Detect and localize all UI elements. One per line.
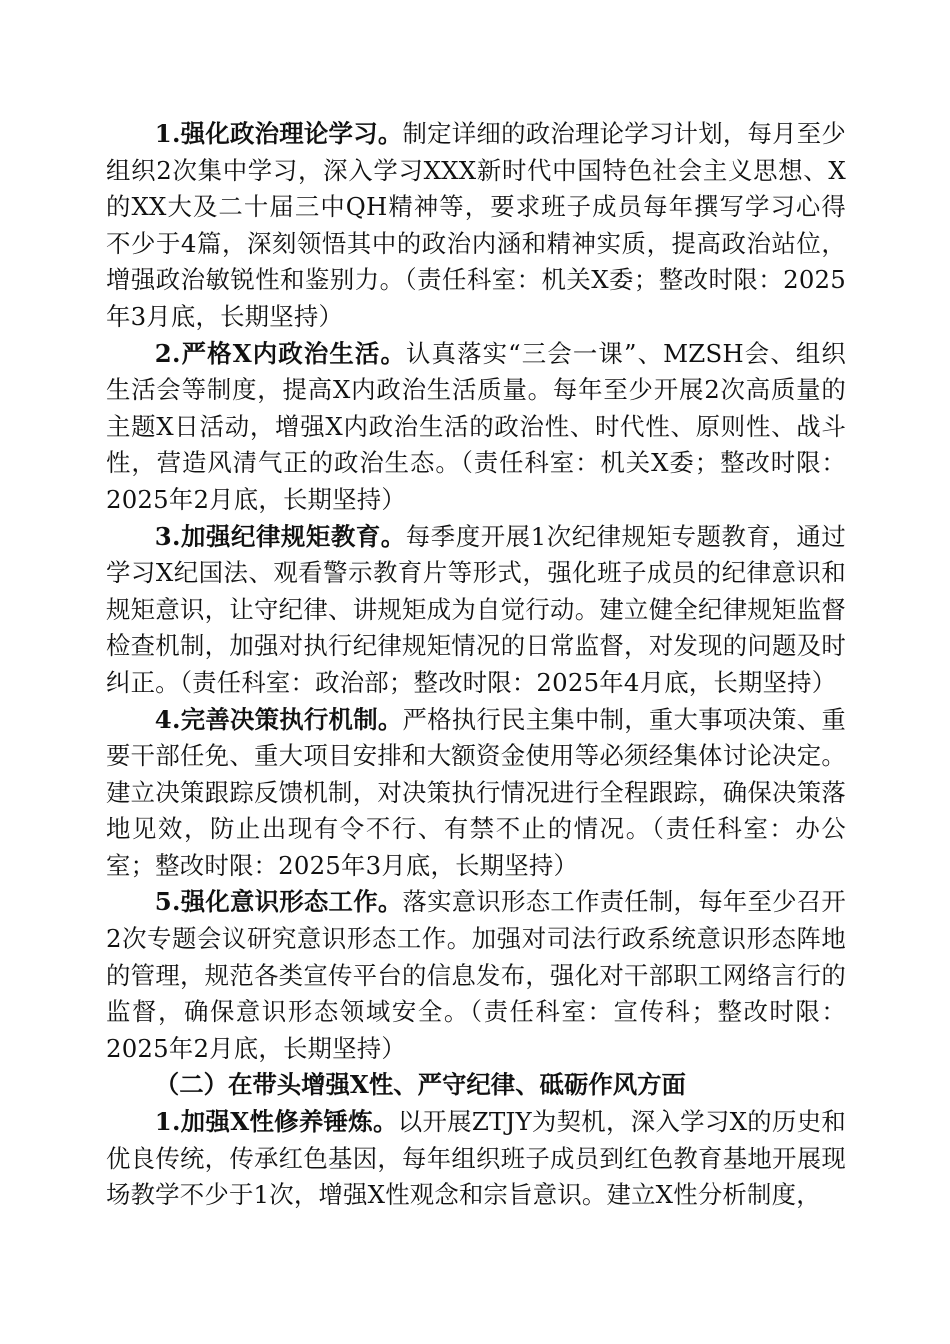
paragraph-text: 制定详细的政治理论学习计划，每月至少组织2次集中学习，深入学习XXX新时代中国特色社会主义思想、X的XX大及二十届三中QH精神等，要求班子成员每年撰写学习心得不少于4篇，深刻领悟其中的政治内涵和精神实质，提高政治站位，增强政治敏锐性和鉴别力。（责任科室：机关X委；整改时限：2025年3月底，长期坚持） xyxy=(106,119,846,331)
paragraph-1-4 xyxy=(106,702,846,885)
paragraph-1-5 xyxy=(106,884,846,1067)
paragraph-lead: 1.强化政治理论学习。 xyxy=(154,119,403,148)
paragraph-1-3 xyxy=(106,519,846,702)
document-page xyxy=(106,116,846,1214)
paragraph-text: 落实意识形态工作责任制，每年至少召开2次专题会议研究意识形态工作。加强对司法行政系统意识形态阵地的管理，规范各类宣传平台的信息发布，强化对干部职工网络言行的监督，确保意识形态领域安全。（责任科室：宣传科；整改时限：2025年2月底，长期坚持） xyxy=(106,887,846,1063)
paragraph-2-1 xyxy=(106,1104,846,1214)
paragraph-text: 以开展ZTJY为契机，深入学习X的历史和优良传统，传承红色基因，每年组织班子成员到红色教育基地开展现场教学不少于1次，增强X性观念和宗旨意识。建立X性分析制度， xyxy=(106,1107,846,1210)
paragraph-lead: 1.加强X性修养锤炼。 xyxy=(154,1107,398,1137)
paragraph-1-2 xyxy=(106,336,846,519)
paragraph-lead: 2.严格X内政治生活。 xyxy=(154,338,407,368)
paragraph-lead: 5.强化意识形态工作。 xyxy=(154,887,403,917)
paragraph-text: 每季度开展1次纪律规矩专题教育，通过学习X纪国法、观看警示教育片等形式，强化班子成员的纪律意识和规矩意识，让守纪律、讲规矩成为自觉行动。建立健全纪律规矩监督检查机制，加强对执行纪律规矩情况的日常监督，对发现的问题及时纠正。（责任科室：政治部；整改时限：2025年4月底，长期坚持） xyxy=(106,521,846,697)
paragraph-text: 严格执行民主集中制，重大事项决策、重要干部任免、重大项目安排和大额资金使用等必须经集体讨论决定。建立决策跟踪反馈机制，对决策执行情况进行全程跟踪，确保决策落地见效，防止出现有令不行、有禁不止的情况。（责任科室：办公室；整改时限：2025年3月底，长期坚持） xyxy=(106,704,846,880)
paragraph-1-1 xyxy=(106,116,846,336)
section-heading: （二）在带头增强X性、严守纪律、砥砺作风方面 xyxy=(154,1070,686,1100)
paragraph-lead: 3.加强纪律规矩教育。 xyxy=(154,521,406,551)
paragraph-text: 认真落实“三会一课”、MZSH会、组织生活会等制度，提高X内政治生活质量。每年至少开展2次高质量的主题X日活动，增强X内政治生活的政治性、时代性、原则性、战斗性，营造风清气正的政治生态。（责任科室：机关X委；整改时限：2025年2月底，长期坚持） xyxy=(106,338,846,514)
paragraph-lead: 4.完善决策执行机制。 xyxy=(154,704,403,734)
